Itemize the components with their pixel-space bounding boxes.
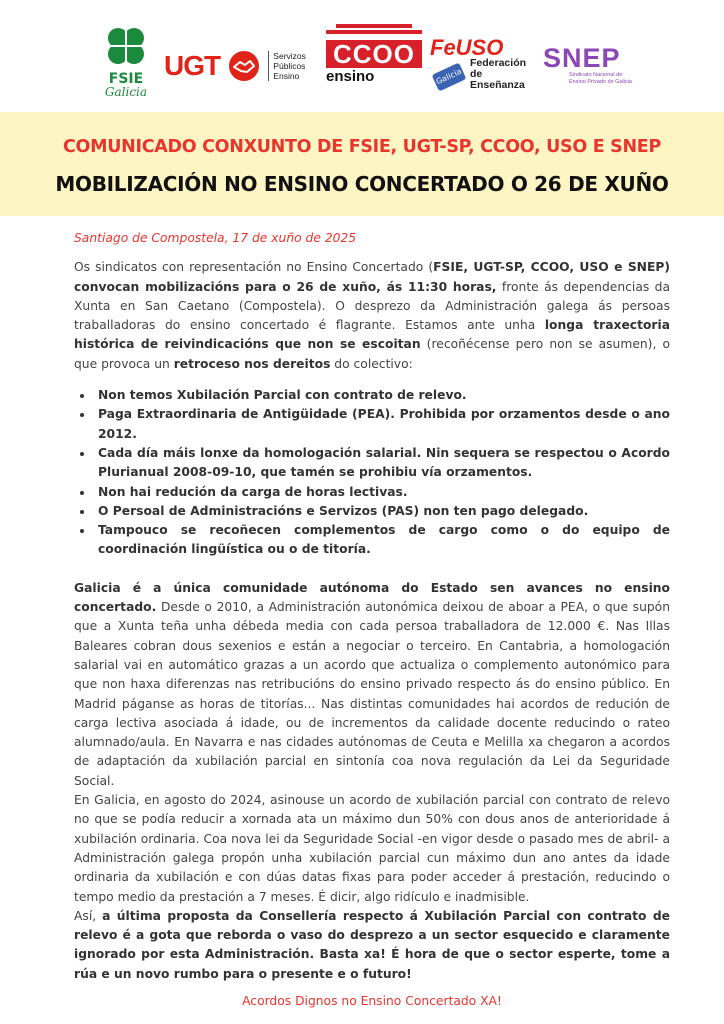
intro-s6: longa traxectoria histórica de reivindicacións que non se escoitan [74, 318, 670, 352]
intro-s4: convocan mobilizacións para o 26 de xuño, ás 11:30 horas, [74, 279, 497, 294]
uso-federation [470, 58, 534, 91]
document-body [74, 229, 670, 1011]
ccoo-logo [326, 24, 422, 100]
body-paragraph-2: En Galicia, en agosto do 2024, asinouse un acordo de xubilación parcial con contrato de relevo no que se podía reducir a xornada ata un máximo dun 50% con dous anos de anterioridade á xubilación ordinaria. Coa nova lei da Seguridade Social -en vigor desde o pasado mes de abril- a Administración galega propón unha xubilación parcial cun máximo dun ano antes da idade ordinaria da xubilación e con dúas datas fixas para poder acceder á prestación, reducindo o tempo medio da prestación a 7 meses. É dicir, algo ridículo e inadmisible. [74, 793, 670, 904]
intro-s1: Os sindicatos con representación no Ensino Concertado ( [74, 260, 434, 275]
list-item: • Paga Extraordinaria de Antigüidade (PEA). Prohibida por orzamentos desde o ano 2012. [94, 405, 670, 444]
uso-name: FeUSO [430, 35, 504, 60]
handshake-icon [229, 51, 259, 81]
snep-sub-line1: Sindicato Nacional de [569, 72, 623, 78]
intro-s2: FSIE, UGT-SP, CCOO, USO e SNEP) [433, 260, 671, 275]
body-paragraph-3 [74, 907, 670, 984]
ugt-sps-line3: Ensino [273, 71, 300, 81]
body-paragraph-1 [74, 579, 670, 791]
body1-bold: Galicia é a única comunidade autónoma do Estado sen avances no ensino concertado. [74, 580, 670, 615]
fsie-sub: Galicia [104, 85, 148, 99]
dateline: Santiago de Compostela, 17 de xuño de 2025 [74, 231, 357, 245]
ugt-sps-line2: Públicos [273, 61, 306, 71]
intro-s5: fronte ás dependencias da Xunta en San Caetano (Compostela). O desprezo da Administración galega ás persoas traballadoras do ensino concertado é flagrante. Estamos ante unha [74, 279, 671, 333]
ccoo-name: CCOO [326, 40, 422, 68]
snep-name: SNEP [543, 43, 621, 73]
intro-paragraph [74, 258, 670, 374]
intro-s8: retroceso nos dereitos [173, 356, 331, 371]
ugt-sps-line1: Servizos [273, 51, 306, 61]
clover-icon [103, 24, 149, 70]
title-banner [0, 112, 724, 216]
logo-strip [0, 0, 724, 112]
ugt-sps-text [268, 51, 306, 81]
communique-subtitle: COMUNICADO CONXUNTO DE FSIE, UGT-SP, CCOO, USO E SNEP [63, 137, 661, 157]
uso-galicia-tag: Galicia [432, 63, 467, 92]
page-title: MOBILIZACIÓN NO ENSINO CONCERTADO O 26 DE XUÑO [55, 172, 669, 196]
ugt-name: UGT [164, 50, 221, 81]
ccoo-sub: ensino [326, 68, 375, 85]
snep-sub-line2: Ensino Privado de Galicia [569, 79, 632, 85]
uso-fed-line1: Federación [470, 57, 527, 69]
snep-sub [569, 72, 653, 86]
ugt-logo [164, 50, 306, 80]
list-item: • Tampouco se recoñecen complementos de cargo como o do equipo de coordinación lingüística ou o de titoría. [94, 521, 670, 560]
intro-s7: (recoñécense pero non se asumen), o que provoca un [74, 337, 670, 371]
body3-plain: Así, [74, 908, 103, 923]
snep-logo [543, 44, 653, 100]
closing-slogan: Acordos Dignos no Ensino Concertado XA! [242, 993, 502, 1008]
list-item: • Non temos Xubilación Parcial con contrato de relevo. [94, 386, 670, 405]
demands-list [74, 386, 670, 560]
fsie-logo [97, 24, 155, 106]
uso-logo [430, 36, 534, 100]
uso-fed-line2: de Enseñanza [470, 68, 525, 91]
ccoo-bars [326, 24, 422, 38]
fsie-name: FSIE [108, 71, 144, 87]
intro-s9: do colectivo: [330, 356, 413, 371]
body1-rest: Desde o 2010, a Administración autonómica deixou de aboar a PEA, o que supón que a Xunta teña unha débeda media con cada persoa traballadora de 12.000 €. Nas Illas Baleares cobran dous sexenios e están a negociar o terceiro. En Cantabria, a homologación salarial vai en automático grazas a un acordo que actualiza o complemento autonómico para que non haxa diferenzas nas retribucións do ensino privado respecto ás do ensino público. En Madrid páganse as horas de titorías... Nas distintas comunidades hai acordos de redución de carga lectiva asociada á idade, ou de incrementos da calidade docente reducindo o rateo alumnado/aula. En Navarra e nas cidades autónomas de Ceuta e Melilla xa chegaron a acordos de adaptación da xubilación parcial en sintonía coa nova regulación da Lei da Seguridade Social. [74, 600, 670, 788]
list-item: • Cada día máis lonxe da homologación salarial. Nin sequera se respectou o Acordo Plurianual 2008-09-10, que tamén se prohibiu vía orzamentos. [94, 444, 670, 483]
list-item: • O Persoal de Administracións e Servizos (PAS) non ten pago delegado. [94, 502, 670, 521]
body3-bold: a última proposta da Consellería respecto á Xubilación Parcial con contrato de relevo é a gota que reborda o vaso do desprezo a un sector esquecido e claramente ignorado por esta Administración. Basta xa! É hora de que o sector esperte, tome a rúa e un novo rumbo para o presente e o futuro! [74, 908, 670, 981]
list-item: • Non hai redución da carga de horas lectivas. [94, 483, 670, 502]
